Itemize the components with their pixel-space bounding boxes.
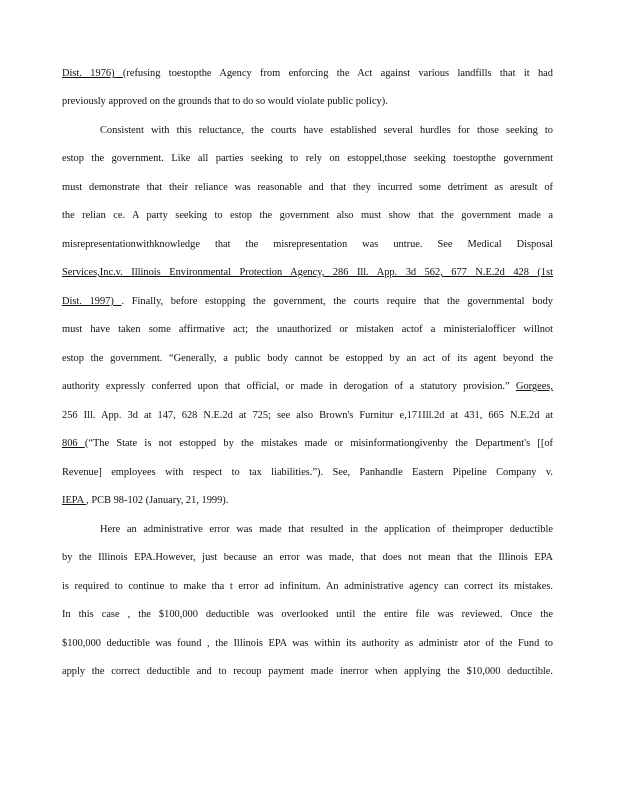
body-text: authority expressly conferred upon that official, or made in derogation of a statutory provision.”	[62, 381, 516, 392]
text-line	[100, 523, 553, 537]
text-line	[62, 295, 553, 309]
body-text: misrepresentationwithknowledge that the misrepresentation was untrue. See Medical Disposal	[62, 239, 553, 250]
text-line	[62, 238, 553, 252]
text-line	[62, 437, 553, 451]
body-text: Here an administrative error was made that resulted in the application of theimproper deductible	[100, 524, 553, 535]
body-text: . Finally, before estopping the government, the courts require that the governmental body	[121, 296, 553, 307]
text-line	[62, 494, 553, 508]
text-line	[62, 323, 553, 337]
body-text: the relian ce. A party seeking to estop the government also must show that the government made a	[62, 210, 553, 221]
body-text: Revenue] employees with respect to tax liabilities.”). See, Panhandle Eastern Pipeline Company v.	[62, 467, 553, 478]
text-line	[62, 380, 553, 394]
body-text: (refusing toestopthe Agency from enforcing the Act against various landfills that it had	[122, 68, 553, 79]
body-text: (“The State is not estopped by the mistakes made or misinformationgivenby the Department's [[of	[84, 438, 553, 449]
body-text: by the Illinois EPA.However, just because an error was made, that does not mean that the Illinois EPA	[62, 552, 553, 563]
text-line	[62, 409, 553, 423]
text-line	[62, 95, 553, 109]
text-line	[62, 637, 553, 651]
body-text: $100,000 deductible was found , the Illinois EPA was within its authority as administr ator of the Fund to	[62, 638, 553, 649]
citation-text: Gorgees,	[515, 381, 553, 392]
body-text: must have taken some affirmative act; the unauthorized or mistaken actof a ministerialofficer willnot	[62, 324, 553, 335]
body-text: estop the government. Like all parties seeking to rely on estoppel,those seeking toestopthe government	[62, 153, 553, 164]
citation-text: IEPA	[62, 495, 87, 506]
text-line	[62, 665, 553, 679]
citation-text: 806	[62, 438, 85, 449]
citation-text: Dist. 1997)	[62, 296, 122, 307]
body-text: 256 Ill. App. 3d at 147, 628 N.E.2d at 725; see also Brown's Furnitur e,171Ill.2d at 431, 665 N.E.2d at	[62, 410, 553, 421]
text-line	[62, 152, 553, 166]
body-text: In this case , the $100,000 deductible was overlooked until the entire file was reviewed. Once the	[62, 609, 553, 620]
text-line	[62, 352, 553, 366]
text-line	[62, 209, 553, 223]
text-line	[62, 580, 553, 594]
citation-text: Dist. 1976)	[62, 68, 123, 79]
text-line	[62, 266, 553, 280]
body-text: must demonstrate that their reliance was reasonable and that they incurred some detriment as aresult of	[62, 182, 553, 193]
text-line	[62, 608, 553, 622]
citation-text: Services,Inc.v. Illinois Environmental Protection Agency, 286 Ill. App. 3d 562, 677 N.E.2d 428 (1st	[62, 267, 553, 278]
text-line	[62, 67, 553, 81]
body-text: apply the correct deductible and to recoup payment made inerror when applying the $10,000 deductible.	[62, 666, 553, 677]
body-text: , PCB 98-102 (January, 21, 1999).	[86, 495, 229, 506]
text-line	[62, 181, 553, 195]
body-text: estop the government. “Generally, a public body cannot be estopped by an act of its agent beyond the	[62, 353, 553, 364]
body-text: previously approved on the grounds that to do so would violate public policy).	[62, 96, 388, 107]
body-text: is required to continue to make tha t error ad infinitum. An administrative agency can correct its mistakes.	[62, 581, 553, 592]
text-line	[62, 551, 553, 565]
body-text: Consistent with this reluctance, the courts have established several hurdles for those seeking to	[100, 125, 553, 136]
text-line	[62, 466, 553, 480]
text-line	[100, 124, 553, 138]
